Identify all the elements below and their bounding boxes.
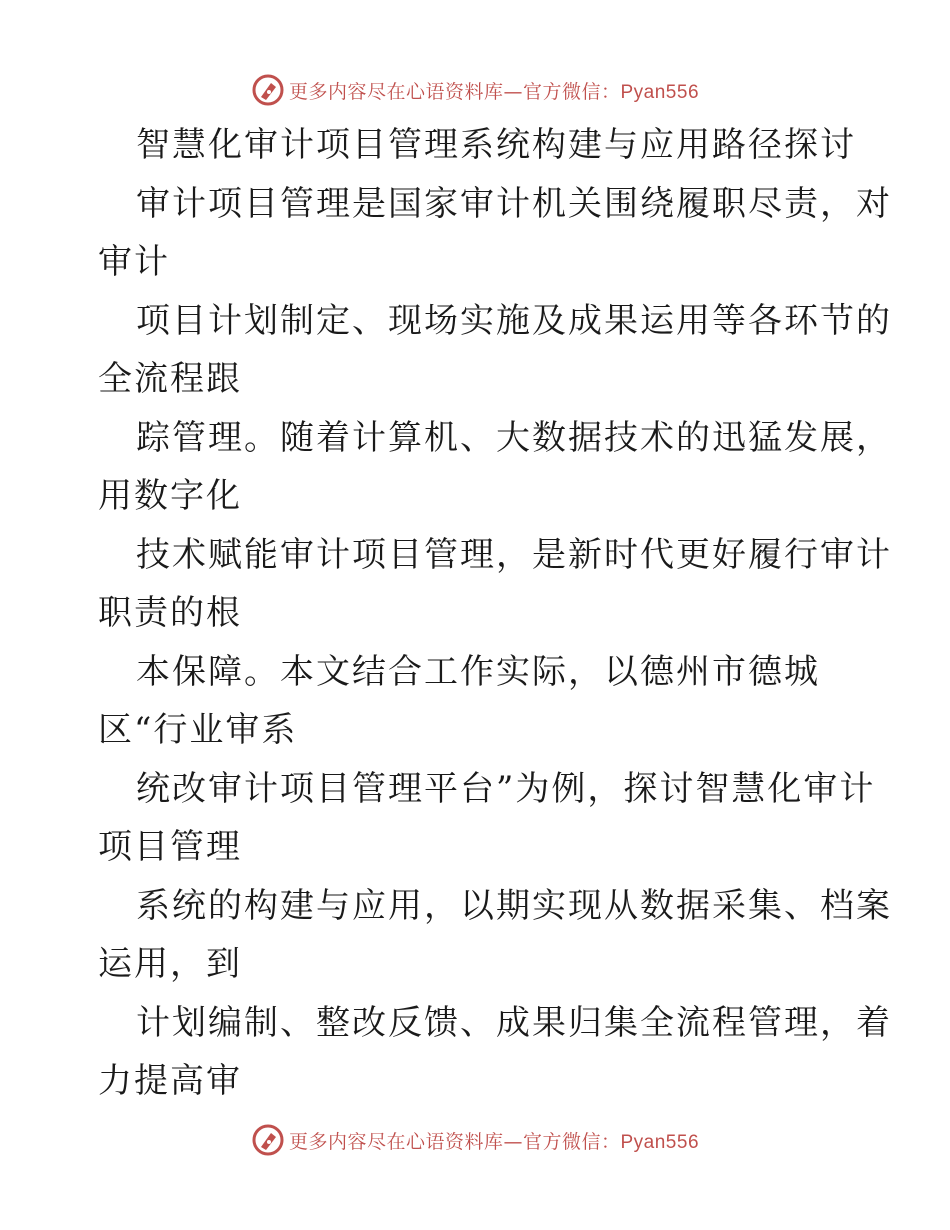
- text-line: 审计: [98, 242, 170, 282]
- text-line: 运用，到: [98, 944, 242, 984]
- text-line: 区“行业审系: [98, 710, 298, 750]
- wechat-id: Pyan556: [620, 1131, 700, 1153]
- text-line: 项目计划制定、现场实施及成果运用等各环节的: [136, 300, 892, 341]
- text-line: 用数字化: [98, 476, 242, 516]
- header-watermark-banner: [0, 70, 950, 110]
- text-line: 技术赋能审计项目管理，是新时代更好履行审计: [136, 534, 892, 575]
- text-line: 系统的构建与应用，以期实现从数据采集、档案: [136, 885, 892, 926]
- text-line: 踪管理。随着计算机、大数据技术的迅猛发展，: [136, 417, 892, 458]
- banner-text: 更多内容尽在心语资料库—官方微信：Pyan556: [288, 1130, 700, 1153]
- text-line: 项目管理: [98, 827, 242, 867]
- document-body: [98, 116, 892, 1111]
- text-line: 力提高审: [98, 1061, 242, 1101]
- pen-nib-logo-icon: [251, 73, 285, 107]
- text-line: 本保障。本文结合工作实际，以德州市德城: [136, 651, 820, 692]
- text-line: 全流程跟: [98, 359, 242, 399]
- document-title: 智慧化审计项目管理系统构建与应用路径探讨: [136, 125, 856, 165]
- pen-nib-logo-icon: [251, 1123, 285, 1157]
- wechat-id: Pyan556: [620, 81, 700, 103]
- footer-watermark-banner: [0, 1120, 950, 1160]
- text-line: 审计项目管理是国家审计机关围绕履职尽责，对: [136, 183, 892, 224]
- text-line: 计划编制、整改反馈、成果归集全流程管理，着: [136, 1002, 892, 1043]
- text-line: 职责的根: [98, 593, 242, 633]
- text-line: 统改审计项目管理平台”为例，探讨智慧化审计: [136, 768, 876, 809]
- banner-text: 更多内容尽在心语资料库—官方微信：Pyan556: [288, 80, 700, 103]
